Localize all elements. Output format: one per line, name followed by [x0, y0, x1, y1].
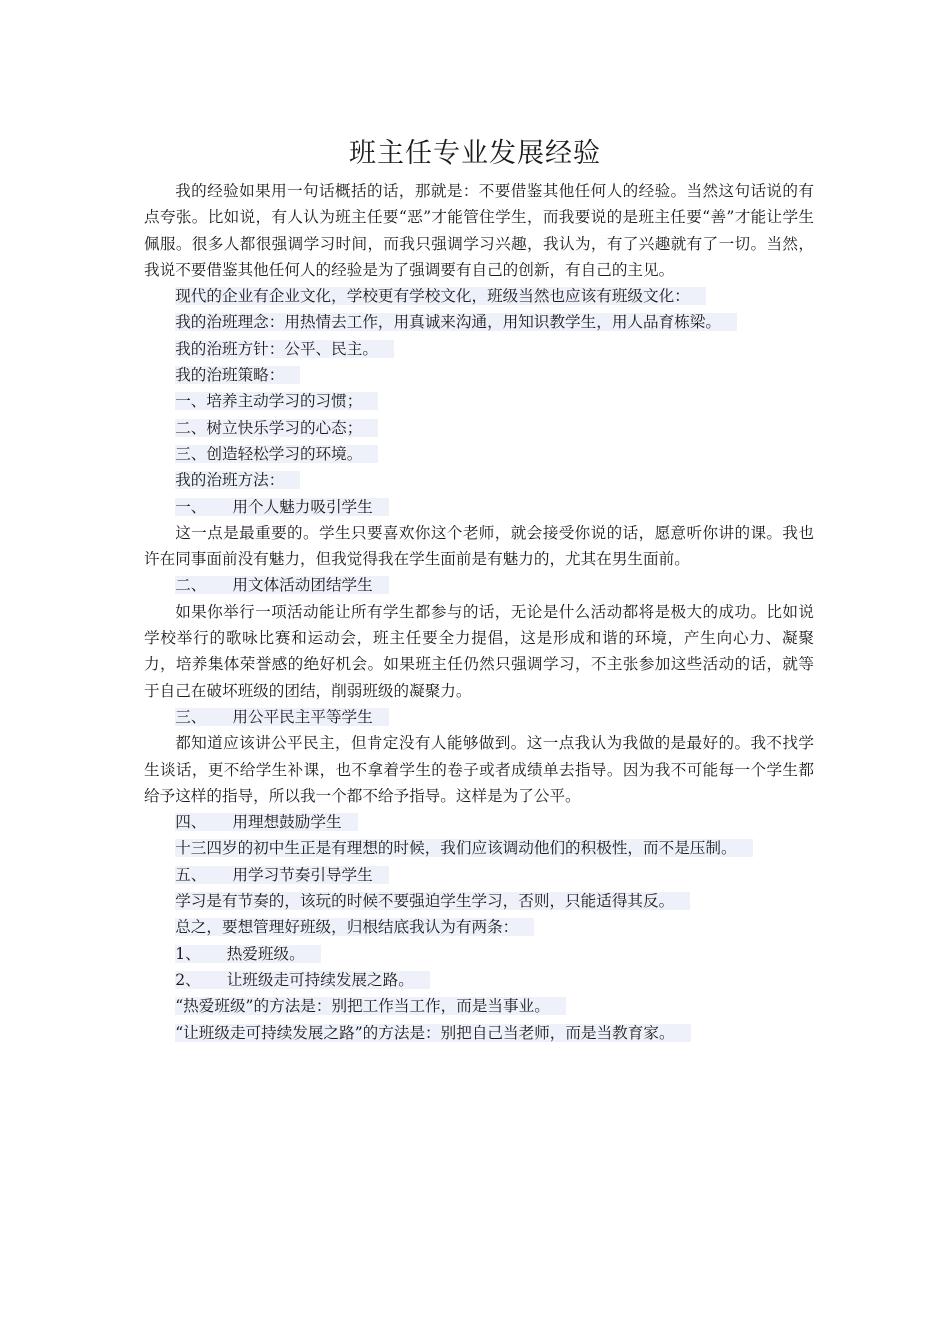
method-title: 用文体活动团结学生 — [232, 576, 373, 595]
strategy-heading: 我的治班策略： — [175, 366, 300, 384]
method-text: 如果你举行一项活动能让所有学生都参与的话，无论是什么活动都将是极大的成功。比如说学校举行的歌咏比赛和运动会，班主任要全力提倡，这是形成和谐的环境，产生向心力、凝聚力，培养集体荣誉感的绝好机会。如果班主任仍然只强调学习，不主张参加这些活动的话，就等于自己在破坏班级的团结，削弱班级的凝聚力。 — [144, 602, 814, 700]
method-title: 用理想鼓励学生 — [232, 813, 342, 832]
point-text: 热爱班级。 — [226, 944, 305, 963]
policy-paragraph: 我的治班方针：公平、民主。 — [175, 340, 394, 358]
method-number: 五、 — [175, 865, 207, 884]
summary-point — [175, 945, 321, 963]
point-text: 让班级走可持续发展之路。 — [226, 970, 414, 989]
strategy-item: 三、创造轻松学习的环境。 — [175, 445, 378, 463]
point-number: 1、 — [175, 944, 201, 963]
closing-paragraph: “让班级走可持续发展之路”的方法是：别把自己当老师，而是当教育家。 — [175, 1024, 690, 1042]
method-heading — [175, 866, 389, 884]
strategy-item: 一、培养主动学习的习惯； — [175, 392, 378, 410]
summary-paragraph: 总之，要想管理好班级，归根结底我认为有两条： — [175, 918, 534, 936]
summary-point — [175, 971, 430, 989]
method-number: 三、 — [175, 707, 207, 726]
culture-paragraph: 现代的企业有企业文化，学校更有学校文化，班级当然也应该有班级文化： — [175, 287, 706, 305]
method-text: 学习是有节奏的，该玩的时候不要强迫学生学习，否则，只能适得其反。 — [175, 892, 690, 910]
method-heading — [175, 708, 389, 726]
strategy-item: 二、树立快乐学习的心态； — [175, 419, 378, 437]
point-number: 2、 — [175, 970, 201, 989]
method-heading — [175, 576, 389, 594]
method-text: 这一点是最重要的。学生只要喜欢你这个老师，就会接受你说的话，愿意听你讲的课。我也许在同事面前没有魅力，但我觉得我在学生面前是有魅力的，尤其在男生面前。 — [144, 523, 814, 569]
methods-heading: 我的治班方法： — [175, 471, 300, 489]
method-text: 都知道应该讲公平民主，但肯定没有人能够做到。这一点我认为我做的是最好的。我不找学生谈话，更不给学生补课，也不拿着学生的卷子或者成绩单去指导。因为我不可能每一个学生都给予这样的指导，所以我一个都不给予指导。这样是为了公平。 — [144, 734, 814, 805]
method-heading — [175, 813, 357, 831]
document-body — [144, 178, 814, 1046]
document-title: 班主任专业发展经验 — [349, 138, 601, 169]
method-number: 二、 — [175, 576, 207, 595]
method-heading — [175, 498, 389, 516]
method-number: 四、 — [175, 813, 207, 832]
method-title: 用公平民主平等学生 — [232, 707, 373, 726]
intro-paragraph: 我的经验如果用一句话概括的话，那就是：不要借鉴其他任何人的经验。当然这句话说的有点夸张。比如说，有人认为班主任要“恶”才能管住学生，而我要说的是班主任要“善”才能让学生佩服。很多人都很强调学习时间，而我只强调学习兴趣，我认为，有了兴趣就有了一切。当然，我说不要借鉴其他任何人的经验是为了强调要有自己的创新，有自己的主见。 — [144, 182, 814, 279]
philosophy-paragraph: 我的治班理念：用热情去工作，用真诚来沟通，用知识教学生，用人品育栋梁。 — [175, 313, 737, 331]
closing-paragraph: “热爱班级”的方法是：别把工作当工作，而是当事业。 — [175, 997, 566, 1015]
method-text: 十三四岁的初中生正是有理想的时候，我们应该调动他们的积极性，而不是压制。 — [175, 839, 752, 857]
method-number: 一、 — [175, 497, 207, 516]
method-title: 用学习节奏引导学生 — [232, 865, 373, 884]
method-title: 用个人魅力吸引学生 — [232, 497, 373, 516]
